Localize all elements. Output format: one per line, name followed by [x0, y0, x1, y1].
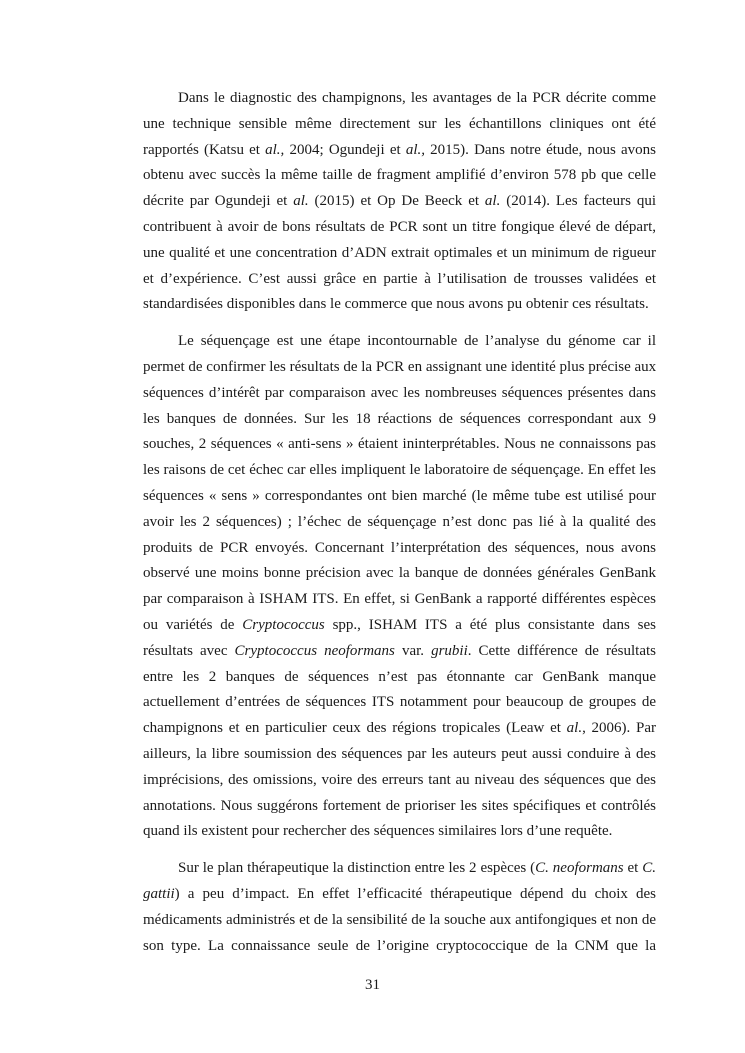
text-segment: ) a peu d’impact. En effet l’efficacité thérapeutique dépend du choix des — [174, 885, 656, 902]
italic-text: C. neoformans — [535, 860, 624, 877]
text-line — [143, 587, 656, 613]
text-segment: par comparaison à ISHAM ITS. En effet, si GenBank a rapporté différentes espèces — [143, 591, 656, 608]
text-segment: spp., ISHAM ITS a été plus consistante dans ses — [324, 616, 656, 633]
text-segment: champignons et en particulier ceux des régions tropicales (Leaw et — [143, 720, 567, 737]
text-segment: obtenu avec succès la même taille de fragment amplifié d’environ 578 pb que celle — [143, 167, 656, 184]
text-segment: Dans le diagnostic des champignons, les avantages de la PCR décrite comme — [178, 90, 656, 106]
text-segment: et d’expérience. C’est aussi grâce en partie à l’utilisation de trousses validées et — [143, 270, 656, 287]
text-line — [143, 112, 656, 138]
text-line — [143, 138, 656, 164]
text-line — [143, 510, 656, 536]
text-segment: Le séquençage est une étape incontournable de l’analyse du génome car il — [178, 333, 656, 350]
text-line — [143, 742, 656, 768]
text-line — [143, 716, 656, 742]
text-line — [143, 613, 656, 639]
text-line — [143, 381, 656, 407]
text-segment: médicaments administrés et de la sensibilité de la souche aux antifongiques et non de — [143, 911, 656, 928]
text-line — [143, 215, 656, 241]
text-segment: 2004; Ogundeji et — [284, 141, 406, 158]
text-line — [143, 561, 656, 587]
text-line — [143, 458, 656, 484]
text-line — [143, 292, 656, 318]
paragraph — [143, 86, 656, 318]
text-line — [143, 768, 656, 794]
text-segment: et — [623, 860, 643, 877]
text-line — [143, 267, 656, 293]
text-segment: 2015). Dans notre étude, nous avons — [425, 141, 656, 158]
text-segment: quand ils existent pour rechercher des séquences similaires lors d’une requête. — [143, 823, 613, 840]
text-segment: produits de PCR envoyés. Concernant l’interprétation des séquences, nous avons — [143, 539, 656, 556]
text-segment: les banques de données. Sur les 18 réactions de séquences correspondant aux 9 — [143, 410, 656, 427]
text-segment: , 2006). Par — [582, 720, 656, 737]
text-segment: (2015) et Op De Beeck et — [308, 193, 485, 210]
italic-text: Cryptococcus — [242, 616, 325, 633]
text-segment: avoir les 2 séquences) ; l’échec de séquençage n’est donc pas lié à la qualité des — [143, 513, 656, 530]
document-body — [143, 86, 656, 970]
text-line — [143, 908, 656, 934]
paragraph — [143, 856, 656, 959]
text-line — [143, 536, 656, 562]
text-line — [143, 189, 656, 215]
text-segment: rapportés (Katsu et — [143, 141, 266, 158]
text-line — [143, 856, 656, 882]
italic-text: al. — [484, 193, 501, 210]
text-segment: décrite par Ogundeji et — [143, 193, 294, 210]
text-segment: ou variétés de — [143, 616, 243, 633]
text-line — [143, 794, 656, 820]
text-line — [143, 163, 656, 189]
text-segment: observé une moins bonne précision avec la banque de données générales GenBank — [143, 565, 656, 582]
italic-text: gattii — [143, 885, 175, 902]
page-number: 31 — [365, 977, 380, 993]
text-segment: permet de confirmer les résultats de la PCR en assignant une identité plus précise aux — [143, 358, 657, 375]
text-line — [143, 639, 656, 665]
text-segment: résultats avec — [143, 642, 235, 659]
italic-text: al., — [405, 141, 425, 158]
text-line — [143, 355, 656, 381]
text-segment: séquences d’intérêt par comparaison avec les nombreuses séquences présentes dans — [143, 384, 656, 401]
text-line — [143, 86, 656, 112]
text-line — [143, 432, 656, 458]
text-segment: séquences « sens » correspondantes ont bien marché (le même tube est utilisé pour — [143, 487, 656, 504]
text-line — [143, 819, 656, 845]
text-line — [143, 484, 656, 510]
italic-text: C. — [642, 860, 656, 877]
text-line — [143, 882, 656, 908]
text-segment: entre les 2 banques de séquences n’est pas étonnante car GenBank manque — [143, 668, 656, 685]
paragraph — [143, 329, 656, 845]
text-segment: var. — [394, 642, 432, 659]
text-segment: une qualité et une concentration d’ADN extrait optimales et un minimum de rigueur — [143, 244, 656, 261]
text-segment: une technique sensible même directement sur les échantillons cliniques ont été — [143, 115, 656, 132]
text-line — [143, 934, 656, 960]
text-line — [143, 665, 656, 691]
text-segment: actuellement d’entrées de séquences ITS notamment pour beaucoup de groupes de — [143, 694, 656, 711]
text-segment: son type. La connaissance seule de l’origine cryptococcique de la CNM que la — [143, 937, 656, 954]
italic-text: al. — [566, 720, 583, 737]
text-segment: Sur le plan thérapeutique la distinction entre les 2 espèces ( — [178, 860, 536, 877]
text-line — [143, 690, 656, 716]
text-segment: (2014). Les facteurs qui — [500, 193, 656, 210]
text-line — [143, 241, 656, 267]
text-segment: ailleurs, la libre soumission des séquences par les auteurs peut aussi conduire à des — [143, 745, 656, 762]
text-segment: imprécisions, des omissions, voire des erreurs tant au niveau des séquences que des — [143, 771, 656, 788]
text-line — [143, 407, 656, 433]
text-segment: contribuent à avoir de bons résultats de PCR sont un titre fongique élevé de départ, — [143, 218, 656, 235]
italic-text: al. — [293, 193, 309, 210]
text-segment: annotations. Nous suggérons fortement de prioriser les sites spécifiques et contrôlés — [143, 797, 656, 814]
text-segment: . Cette différence de résultats — [467, 642, 656, 659]
text-line — [143, 329, 656, 355]
text-segment: standardisées disponibles dans le commerce que nous avons pu obtenir ces résultats. — [143, 296, 649, 313]
italic-text: Cryptococcus neoformans — [234, 642, 395, 659]
text-segment: souches, 2 séquences « anti-sens » étaient ininterprétables. Nous ne connaissons pas — [143, 436, 656, 453]
text-segment: les raisons de cet échec car elles impliquent le laboratoire de séquençage. En effet les — [143, 462, 656, 479]
italic-text: al., — [265, 141, 285, 158]
italic-text: grubii — [431, 642, 468, 659]
